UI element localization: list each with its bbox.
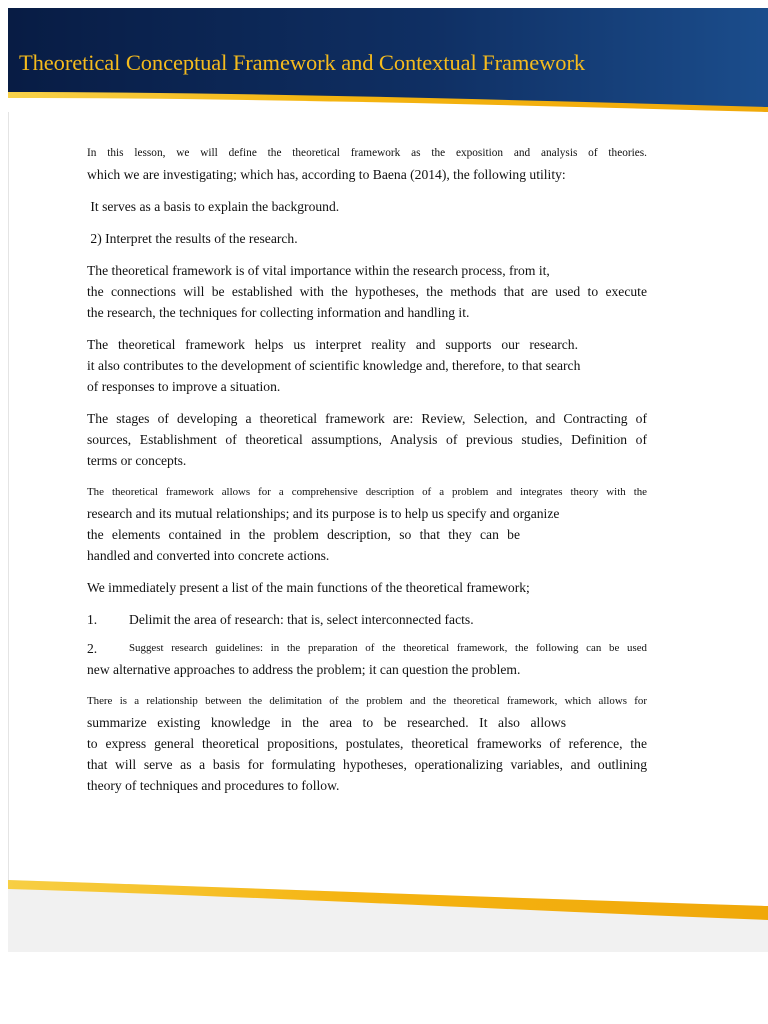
text-line: sources, Establishment of theoretical assumptions, Analysis of previous studies, Definition of — [87, 432, 647, 447]
text-line: It serves as a basis to explain the background. — [87, 199, 340, 214]
footer-swoosh — [8, 880, 768, 952]
importance-paragraph — [87, 260, 647, 323]
text-line: The theoretical framework allows for a comprehensive description of a problem and integrates theory with the — [87, 486, 647, 498]
text-line: The stages of developing a theoretical framework are: Review, Selection, and Contracting of — [87, 411, 647, 426]
text-line: summarize existing knowledge in the area to be researched. It also allows — [87, 715, 566, 730]
text-line: handled and converted into concrete actions. — [87, 548, 330, 563]
relationship-paragraph — [87, 691, 647, 796]
text-line: which we are investigating; which has, according to Baena (2014), the following utility: — [87, 167, 566, 182]
list-number: 1. — [87, 612, 98, 627]
text-line: it also contributes to the development of scientific knowledge and, therefore, to that search — [87, 358, 581, 373]
footer-band — [8, 880, 768, 952]
text-line: 2) Interpret the results of the research. — [87, 231, 298, 246]
document-body — [87, 143, 647, 807]
list-item — [87, 609, 647, 630]
page-title: Theoretical Conceptual Framework and Contextual Framework — [19, 50, 585, 75]
functions-list — [87, 638, 647, 680]
text-line: the connections will be established with the hypotheses, the methods that are used to execute — [87, 284, 647, 299]
text-line: We immediately present a list of the main functions of the theoretical framework; — [87, 580, 530, 595]
functions-list — [87, 609, 647, 630]
text-line: the research, the techniques for collecting information and handling it. — [87, 305, 470, 320]
text-line: The theoretical framework helps us interpret reality and supports our research. — [87, 337, 578, 352]
text-line: theory of techniques and procedures to follow. — [87, 778, 340, 793]
list-number: 2. — [87, 641, 98, 656]
description-paragraph — [87, 482, 647, 566]
text-line: There is a relationship between the delimitation of the problem and the theoretical framework, which allows for — [87, 695, 647, 707]
text-line: terms or concepts. — [87, 453, 187, 468]
text-line: to express general theoretical propositions, postulates, theoretical frameworks of reference, the — [87, 736, 647, 751]
interpretation-paragraph — [87, 334, 647, 397]
text-line: The theoretical framework is of vital importance within the research process, from it, — [87, 263, 550, 278]
functions-intro — [87, 577, 647, 598]
list-item — [87, 638, 647, 659]
text-line: research and its mutual relationships; and its purpose is to help us specify and organize — [87, 506, 560, 521]
header-banner — [8, 8, 768, 112]
text-line: In this lesson, we will define the theoretical framework as the exposition and analysis of theories. — [87, 147, 647, 159]
text-line: the elements contained in the problem description, so that they can be — [87, 527, 520, 542]
intro-paragraph — [87, 143, 647, 185]
text-line: of responses to improve a situation. — [87, 379, 281, 394]
stages-paragraph — [87, 408, 647, 471]
list-item-text: Delimit the area of research: that is, select interconnected facts. — [129, 612, 474, 627]
utility-item — [87, 228, 647, 249]
utility-item — [87, 196, 647, 217]
list-item-continuation: new alternative approaches to address the problem; it can question the problem. — [87, 662, 521, 677]
list-item-text: Suggest research guidelines: in the preparation of the theoretical framework, the following can be used — [129, 642, 647, 654]
text-line: that will serve as a basis for formulating hypotheses, operationalizing variables, and outlining — [87, 757, 647, 772]
